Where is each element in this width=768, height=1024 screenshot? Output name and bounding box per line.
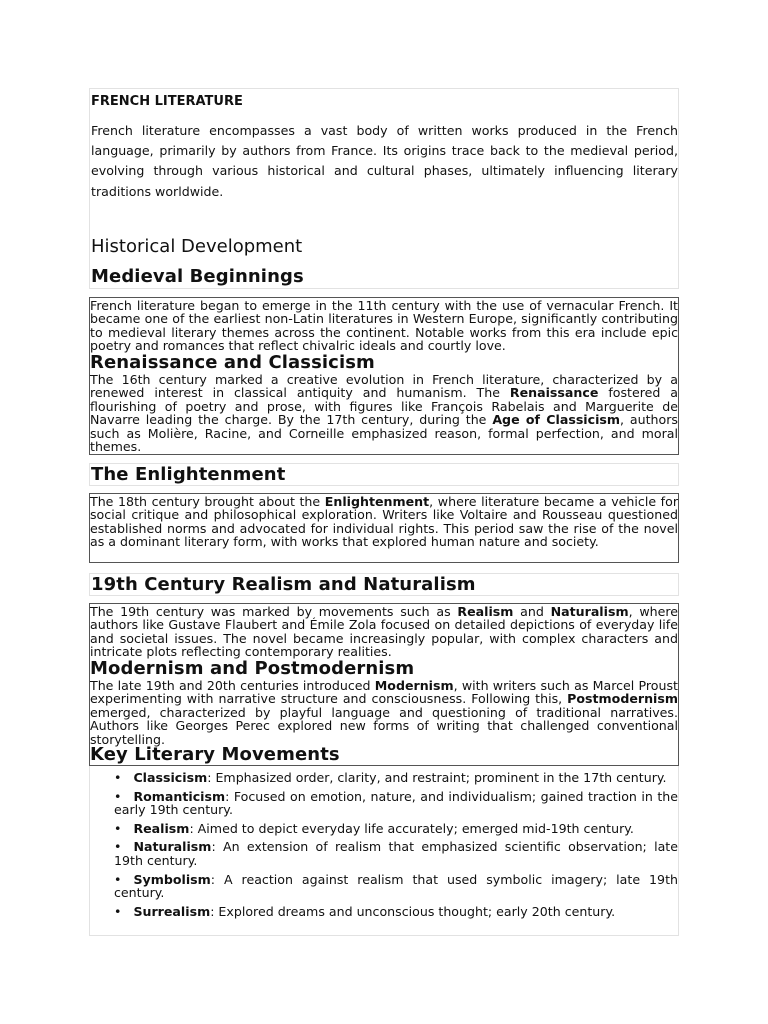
- movement-term: Romanticism: [133, 788, 226, 804]
- movements-list: [90, 771, 678, 923]
- movement-description: : Aimed to depict everyday life accurately; emerged mid-19th century.: [189, 820, 634, 836]
- enlightenment-heading-box: [89, 463, 679, 486]
- page-title: FRENCH LITERATURE: [91, 94, 243, 109]
- bullet-icon: •: [114, 871, 122, 887]
- medieval-heading: Medieval Beginnings: [91, 266, 304, 287]
- enlightenment-heading: The Enlightenment: [91, 464, 286, 485]
- movement-item: [90, 840, 678, 867]
- medieval-renaissance-section: [89, 297, 679, 455]
- intro-paragraph: French literature encompasses a vast body of written works produced in the French language, primarily by authors from France. Its origins trace back to the medieval period, evolving through various historical and cultural phases, ultimately influencing literary traditions worldwide.: [91, 123, 678, 199]
- movement-description: : Emphasized order, clarity, and restraint; prominent in the 17th century.: [207, 770, 667, 785]
- realism-modernism-section: [89, 603, 679, 766]
- bullet-icon: •: [114, 770, 122, 785]
- bullet-icon: •: [114, 839, 122, 855]
- renaissance-term: Renaissance: [509, 385, 599, 401]
- movement-item: [90, 822, 678, 836]
- movement-description: : Explored dreams and unconscious thought; early 20th century.: [210, 903, 616, 919]
- enlightenment-section: [89, 493, 679, 563]
- movement-item: [90, 790, 678, 817]
- historical-heading: Historical Development: [91, 236, 303, 257]
- movements-section: [89, 766, 679, 936]
- movements-heading: Key Literary Movements: [90, 744, 340, 765]
- modernism-term: Modernism: [374, 678, 454, 693]
- movement-description: : An extension of realism that emphasized scientific observation; late 19th century.: [114, 839, 678, 868]
- medieval-text: French literature began to emerge in the 11th century with the use of vernacular French. It became one of the earliest non-Latin literatures in Western Europe, significantly contributing to medieval literary themes across the continent. Notable works from this era include epic poetry and romances that reflect chivalric ideals and courtly love.: [90, 298, 678, 354]
- naturalism-term: Naturalism: [550, 604, 629, 619]
- modernism-heading: Modernism and Postmodernism: [90, 658, 415, 679]
- bullet-icon: •: [114, 903, 122, 919]
- intro-section: [89, 88, 679, 289]
- movement-term: Classicism: [133, 770, 208, 785]
- modernism-text: The late 19th and 20th centuries introduced Modernism, with writers such as Marcel Proust experimenting with narrative structure and consciousness. Following this, Postmodernism emerged, characterized by playful language and questioning of traditional narratives. Authors like Georges Perec explored new forms of writing that challenged conventional storytelling.: [90, 678, 678, 747]
- bullet-icon: •: [114, 788, 122, 804]
- realism-term: Realism: [457, 604, 514, 619]
- movement-item: [90, 873, 678, 900]
- movement-term: Naturalism: [133, 839, 212, 855]
- enlightenment-text: The 18th century brought about the Enlightenment, where literature became a vehicle for social critique and philosophical exploration. Writers like Voltaire and Rousseau questioned established norms and advocated for individual rights. This period saw the rise of the novel as a dominant literary form, with works that explored human nature and society.: [90, 494, 679, 550]
- movement-description: : A reaction against realism that used symbolic imagery; late 19th century.: [114, 871, 678, 901]
- renaissance-heading: Renaissance and Classicism: [90, 352, 375, 373]
- renaissance-text: The 16th century marked a creative evolution in French literature, characterized by a renewed interest in classical antiquity and humanism. The Renaissance fostered a flourishing of poetry and prose, with figures like François Rabelais and Marguerite de Navarre leading the charge. By the 17th century, during the Age of Classicism, authors such as Molière, Racine, and Corneille emphasized reason, formal perfection, and moral themes.: [90, 372, 678, 455]
- postmodernism-term: Postmodernism: [567, 691, 678, 707]
- movement-item: [90, 771, 678, 785]
- realism-heading-box: [89, 573, 679, 596]
- bullet-icon: •: [114, 820, 122, 836]
- realism-text: The 19th century was marked by movements such as Realism and Naturalism, where authors like Gustave Flaubert and Émile Zola focused on detailed depictions of everyday life and societal issues. The novel became increasingly popular, with complex characters and intricate plots reflecting contemporary realities.: [90, 604, 678, 660]
- movement-term: Realism: [133, 820, 190, 836]
- movement-description: : Focused on emotion, nature, and individualism; gained traction in the early 19th century.: [114, 788, 678, 818]
- movement-term: Surrealism: [133, 903, 211, 919]
- enlightenment-term: Enlightenment: [324, 494, 430, 509]
- movement-item: [90, 905, 678, 919]
- movement-term: Symbolism: [133, 871, 211, 887]
- realism-heading: 19th Century Realism and Naturalism: [91, 574, 476, 595]
- classicism-term: Age of Classicism: [492, 412, 621, 428]
